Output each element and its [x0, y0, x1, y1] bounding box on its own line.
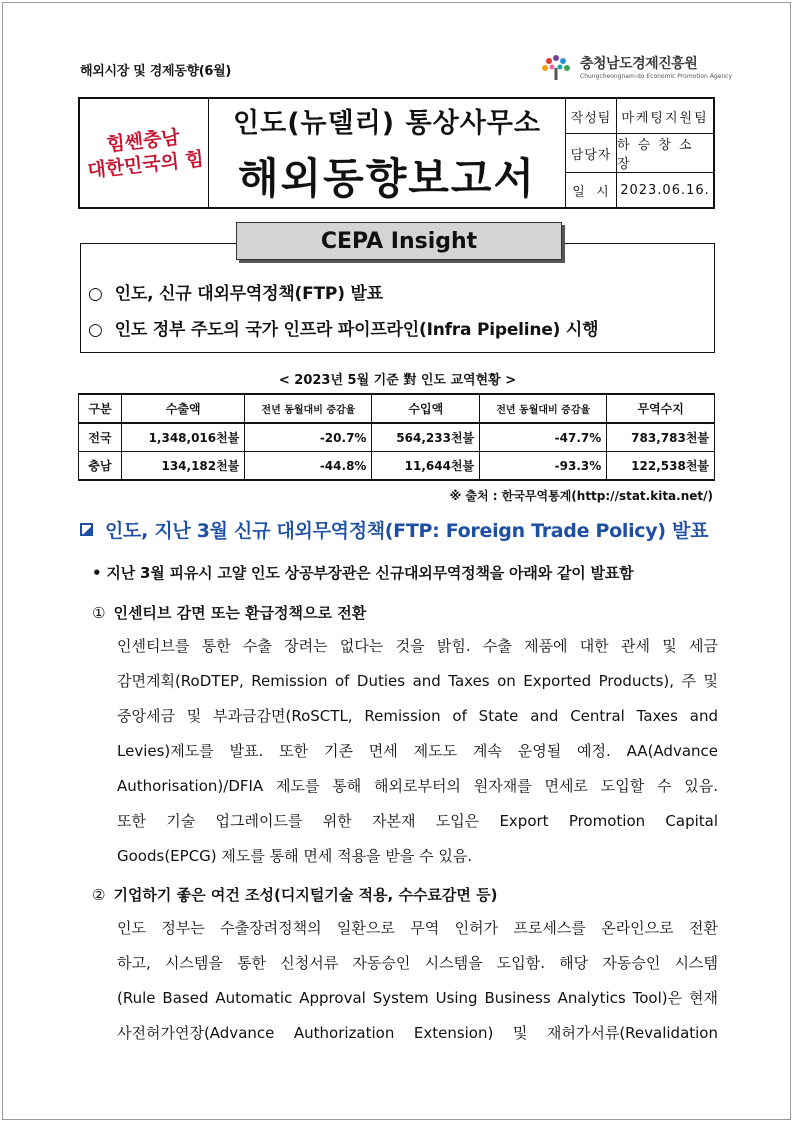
meta-row-team — [566, 99, 713, 134]
paragraph-line: 인도 정부는 수출장려정책의 일환으로 무역 인허가 프로세스를 온라인으로 전환 — [117, 919, 718, 937]
title-cell — [209, 99, 566, 207]
circle-bullet-icon: ○ — [88, 284, 103, 304]
meta-value: 마케팅지원팀 — [621, 110, 709, 126]
table-caption: < 2023년 5월 기준 對 인도 교역현황 > — [278, 373, 517, 388]
table-row — [79, 452, 715, 481]
paragraph-line: 감면계획(RoDTEP, Remission of Duties and Taxes on Exported Products), 주 및 — [117, 672, 718, 690]
sub-heading-text: 인센티브 감면 또는 환급정책으로 전환 — [113, 604, 367, 622]
meta-value: 하 승 창 소 장 — [617, 138, 694, 172]
meta-key: 일 시 — [566, 173, 617, 207]
slogan-calligraphy — [83, 123, 204, 183]
insight-item-text: 인도 정부 주도의 국가 인프라 파이프라인(Infra Pipeline) 시행 — [114, 320, 599, 340]
table-cell: -44.8% — [245, 452, 372, 481]
table-cell: 1,348,016천불 — [122, 423, 245, 452]
table-header: 전년 동월대비 증감율 — [480, 394, 607, 423]
table-source: ※ 출처 : 한국무역통계(http://stat.kita.net/) — [449, 489, 713, 503]
meta-key: 작성팀 — [566, 99, 617, 133]
insight-item — [88, 315, 598, 340]
paragraph-line: 중앙세금 및 부과금감면(RoSCTL, Remission of State and Central Taxes and — [117, 707, 718, 725]
circled-number-1: ① — [92, 604, 106, 622]
paragraph-line: 사전허가연장(Advance Authorization Extension) 및 재허가서류(Revalidation — [117, 1024, 718, 1042]
paragraph-line: Authorisation)/DFIA 제도를 통해 해외로부터의 원자재를 면세로 도입할 수 있음. — [117, 777, 718, 795]
square-bullet-icon — [80, 523, 93, 536]
meta-value: 2023.06.16. — [620, 182, 710, 198]
table-cell: -47.7% — [480, 423, 607, 452]
table-header: 수입액 — [372, 394, 480, 423]
paragraph-line: 또한 기술 업그레이드를 위한 자본재 도입은 Export Promotion Capital — [117, 812, 718, 830]
meta-row-date — [566, 173, 713, 207]
paragraph-line: Goods(EPCG) 제도를 통해 면세 적용을 받을 수 있음. — [117, 847, 473, 865]
document-header: 해외시장 및 경제동향(6월) — [80, 64, 232, 79]
slogan-cell — [80, 99, 209, 207]
report-title-box — [78, 97, 715, 209]
insight-item-text: 인도, 신규 대외무역정책(FTP) 발표 — [114, 284, 383, 304]
paragraph-line: (Rule Based Automatic Approval System Using Business Analytics Tool)은 현재 — [117, 989, 718, 1007]
table-cell: 564,233천불 — [372, 423, 480, 452]
insight-item — [88, 279, 383, 304]
sub-heading-1 — [92, 602, 366, 623]
table-cell: 충남 — [79, 452, 122, 481]
meta-key: 담당자 — [566, 134, 617, 172]
table-cell: 전국 — [79, 423, 122, 452]
table-cell: -20.7% — [245, 423, 372, 452]
circle-bullet-icon: ○ — [88, 320, 103, 340]
table-cell: 122,538천불 — [607, 452, 715, 481]
agency-name: 충청남도경제진흥원 — [580, 55, 698, 72]
table-cell: -93.3% — [480, 452, 607, 481]
agency-english-name: Chungcheongnam-do Economic Promotion Agency — [580, 72, 733, 80]
table-header-row — [79, 394, 715, 423]
section-heading — [80, 516, 708, 543]
paragraph-line: Levies)제도를 발표. 또한 기존 면세 제도도 계속 운영될 예정. AA(Advance — [117, 742, 718, 760]
meta-table — [566, 99, 713, 207]
slogan-line-1: 힘쎈충남 — [105, 126, 181, 156]
table-cell: 783,783천불 — [607, 423, 715, 452]
paragraph-line: 인센티브를 통한 수출 장려는 없다는 것을 밝힘. 수출 제품에 대한 관세 및 세금 — [117, 637, 718, 655]
trade-table — [78, 393, 715, 481]
meta-row-person — [566, 134, 713, 173]
slogan-line-2: 대한민국의 힘 — [86, 147, 205, 182]
table-header: 구분 — [79, 394, 122, 423]
page-title: 해외동향보고서 — [237, 153, 536, 203]
sub-heading-text: 기업하기 좋은 여건 조성(디지털기술 적용, 수수료감면 등) — [113, 886, 498, 904]
paragraph-line: 하고, 시스템을 통한 신청서류 자동승인 시스템을 도입함. 해당 자동승인 시스템 — [117, 954, 718, 972]
table-header: 전년 동월대비 증감율 — [245, 394, 372, 423]
paragraph-2 — [117, 911, 718, 1051]
table-header: 수출액 — [122, 394, 245, 423]
sub-heading-2 — [92, 884, 497, 905]
circled-number-2: ② — [92, 886, 106, 904]
bullet-text: • 지난 3월 피유시 고얄 인도 상공부장관은 신규대외무역정책을 아래와 같이 발표함 — [92, 564, 634, 582]
insight-tab: CEPA Insight — [236, 222, 562, 260]
agency-logo — [538, 50, 732, 82]
agency-logo-icon — [538, 50, 574, 82]
table-row — [79, 423, 715, 452]
table-cell: 11,644천불 — [372, 452, 480, 481]
section-heading-text: 인도, 지난 3월 신규 대외무역정책(FTP: Foreign Trade Policy) 발표 — [105, 520, 709, 542]
table-header: 무역수지 — [607, 394, 715, 423]
table-cell: 134,182천불 — [122, 452, 245, 481]
paragraph-1 — [117, 629, 718, 874]
office-name: 인도(뉴델리) 통상사무소 — [233, 107, 541, 139]
